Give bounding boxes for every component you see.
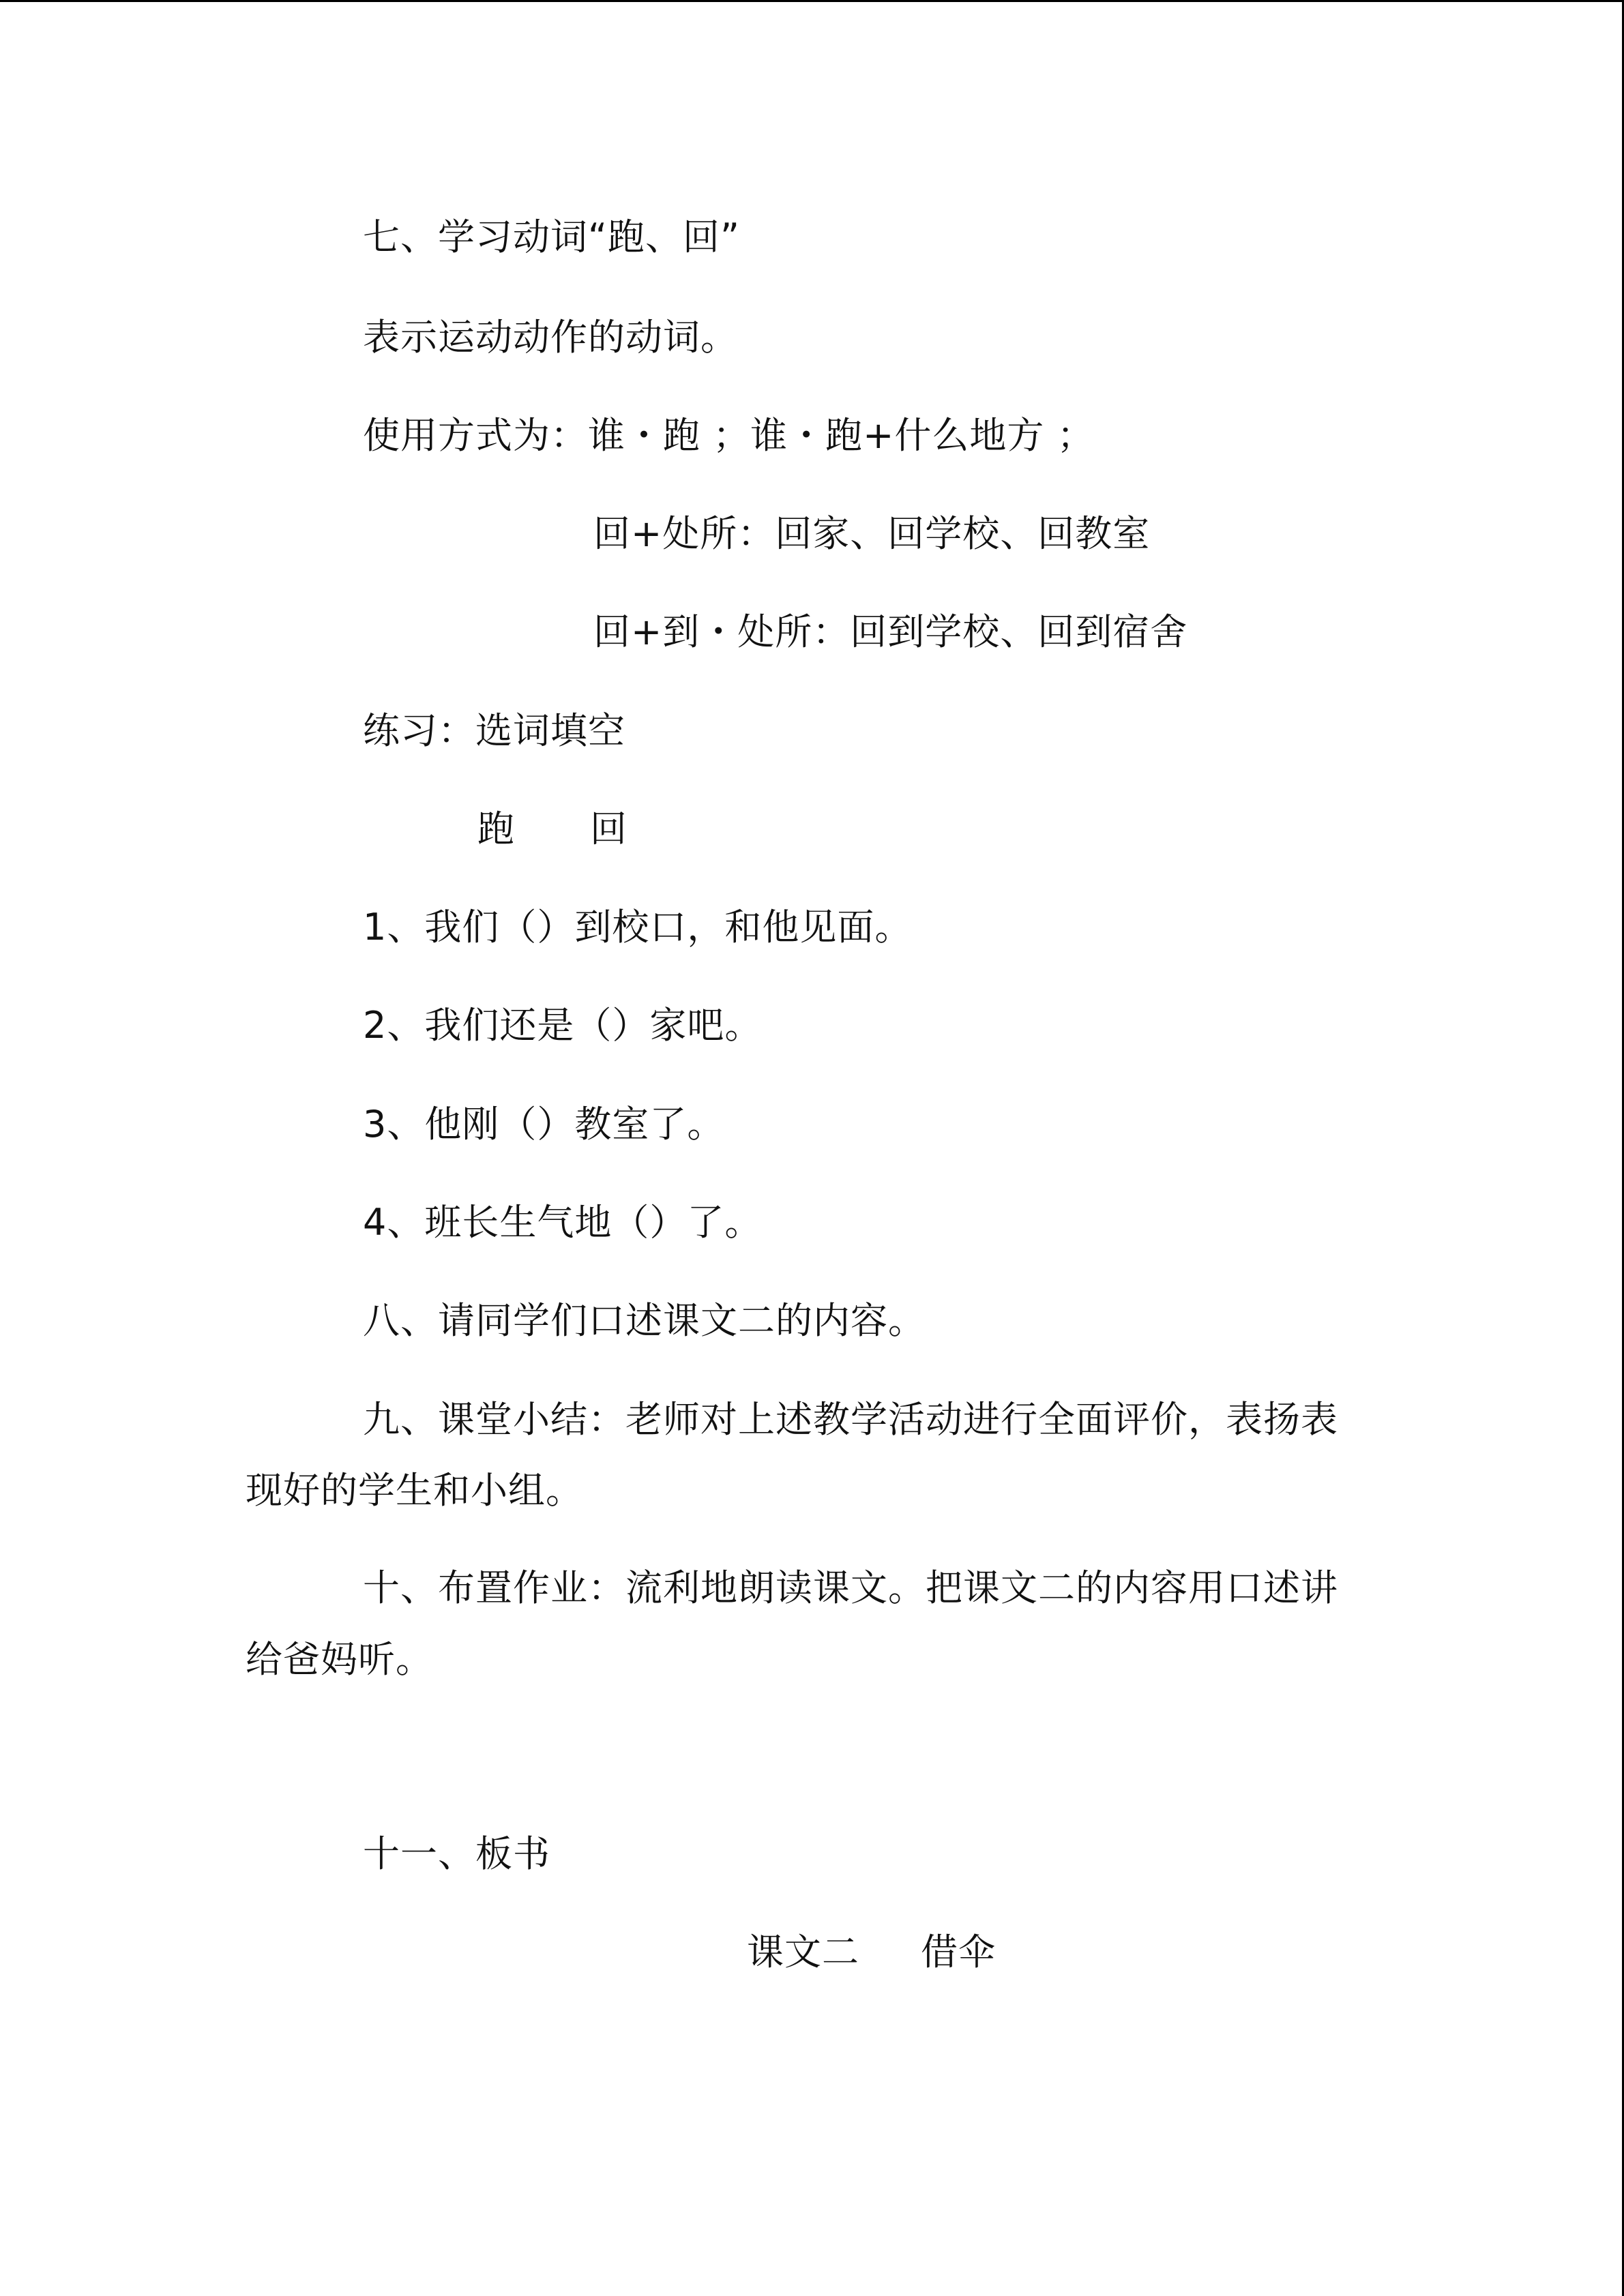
section7-title: 七、学习动词“跑、回” (363, 215, 740, 258)
usage-line-1: 使用方式为：谁・跑 ；谁・跑+什么地方 ； (363, 414, 1095, 457)
word-choice-run: 跑 (477, 807, 515, 850)
blackboard-lesson: 课文二 (747, 1930, 859, 1973)
exercise-title: 练习：选词填空 (363, 709, 625, 752)
usage-line-2: 回+处所：回家、回学校、回教室 (593, 512, 1151, 555)
section7-description: 表示运动动作的动词。 (363, 316, 738, 359)
exercise-item-1: 1、我们（）到校口，和他见面。 (363, 906, 913, 949)
usage-line-3: 回+到・处所：回到学校、回到宿舍 (593, 610, 1188, 653)
section11-title: 十一、板书 (363, 1832, 550, 1875)
word-choice-return: 回 (590, 807, 628, 850)
top-border (0, 0, 1624, 2)
section10-line-1: 十、布置作业：流利地朗读课文。把课文二的内容用口述讲 (363, 1566, 1338, 1609)
section8-text: 八、请同学们口述课文二的内容。 (363, 1299, 926, 1342)
exercise-item-4: 4、班长生气地（）了。 (363, 1201, 763, 1244)
blackboard-heading (747, 1928, 996, 1976)
blackboard-lesson-title: 借伞 (921, 1930, 996, 1973)
section9-line-2: 现好的学生和小组。 (246, 1469, 583, 1512)
word-choices (477, 805, 628, 853)
section10-line-2: 给爸妈听。 (246, 1638, 433, 1681)
exercise-item-2: 2、我们还是（）家吧。 (363, 1004, 763, 1047)
section9-line-1: 九、课堂小结：老师对上述教学活动进行全面评价，表扬表 (363, 1398, 1338, 1441)
exercise-item-3: 3、他刚（）教室了。 (363, 1103, 725, 1146)
